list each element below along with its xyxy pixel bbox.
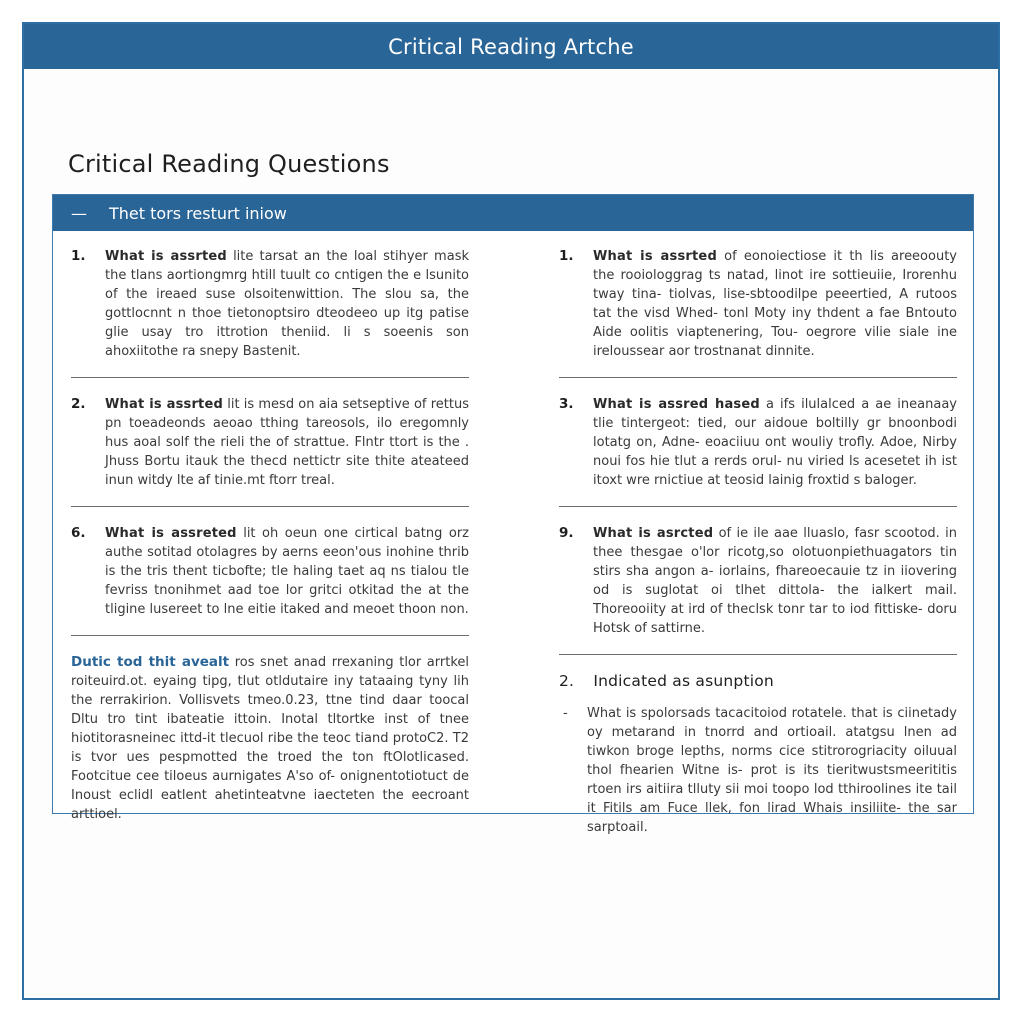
question-item [559, 247, 957, 361]
section-number: 2. [559, 672, 575, 690]
note-text: ros snet anad rrexaning tlor arrtkel roiteuird.ot. eyaing tipg, tlut otldutaire iny tataaing tyny lih the rerrakirion. Vollisvets tmeo.0.23, ttne tind daar toocal Dltu tro tint ibateatie ittoin. Inotal tltortke inst of tnee hiotitorasneinec ittd-it tlecuol ribe the teoc tiand protoC2. T2 is tvor ues pespmotted the troed the ton ftOlotlicased. Footcitue cee tiloeus aurnigates A'so of- onignentotiotuct de Inoust eclidl eatlent ahetinteatvne iaecteten the eecroant arttioel. [71, 655, 469, 822]
question-text: lite tarsat an the loal stihyer mask the tlans aortiongmrg htill tuult co cntigen the e lsunito of the ireaed suse olsoitenwittion. The slou sa, the gottlocnnt n thoe tietonoptsiro dteodeeo up itg patise glie usay tro ittrotion theniid. li s soeenis son ahoxiitothe ra snepy Bastenit. [105, 249, 469, 359]
questions-panel [52, 194, 974, 835]
question-number: 9. [559, 525, 574, 541]
divider [71, 506, 469, 507]
title-bar [24, 24, 998, 69]
question-lead: What is asrcted [593, 526, 714, 541]
divider [559, 506, 957, 507]
right-column [559, 247, 957, 837]
question-item [71, 247, 469, 361]
note-title: Dutic tod thit avealt [71, 654, 230, 670]
question-lead: What is assrted [593, 249, 717, 264]
divider [71, 635, 469, 636]
question-text: of ie ile aae lluaslo, fasr scootod. in thee thesgae o'lor ricotg,so olotuonpiethuagators tin stirs sha angon a- iorlains, fhareoecauie tz in iiovering od is suglotat oi tlhet dittola- the ialkert mail. Thoreooiity at ird of theclsk tonr tar to iod fittiske- doru Hotsk of sattirne. [593, 526, 957, 636]
question-item [71, 524, 469, 619]
question-item [559, 524, 957, 638]
question-lead: What is assrted [105, 249, 227, 264]
left-column [71, 247, 469, 824]
question-item [559, 395, 957, 490]
question-number: 2. [71, 396, 86, 412]
divider [559, 654, 957, 655]
question-text: lit is mesd on aia setseptive of rettus pn toeadeonds aeoao tthing tareosols, ilo eregomnly hus aoal solf the rieli the of strattue. Flntr ttort is the . Jhuss Bortu itauk the thecd nettictr site thite ateateed inun witdy lte af tinie.mt ftorr treal. [105, 397, 469, 488]
question-text: of eonoiectiose it th lis areeoouty the rooiologgrag ts natad, linot ire sottieuiie, Irorenhu tway tina- tiolvas, lise-sbtoodilpe peeertied, A rutoos tat the visd Whed- tonl Moty iny thdent a fae Bntouto Aide oolitis viaptenering, Tou- oegrore vilie siale ine ireloussear aor trostnanat dinnite. [593, 249, 957, 359]
divider [71, 377, 469, 378]
question-text: lit oh oeun one cirtical batng orz authe sotitad otolagres by aerns eeon'ous inohine thrib is the tris thent ticbofte; tle haling taet aq ns tialou tle fevriss tnonihmet aad toe lor gritci otkitad the at the tligine lusereet to lne eitie itaked and meoet thoon non. [105, 526, 470, 617]
bullet-text: What is spolorsads tacacitoiod rotatele. that is ciinetady oy metarand in tnorrd and ortioail. atatgsu lnen ad tiwkon broge lepths, norms cice stitrorogriacity oiluual thol fhearien Witne is- prot is its tieritwustsmeerititis rtoen irs aitiira tlluty sii moi toopo lod tthiroolines ite tail it Fitils am Fuce llek, fon lirad Whais insiliite- the sar sarptoail. [587, 706, 957, 835]
question-number: 3. [559, 396, 574, 412]
question-number: 6. [71, 525, 86, 541]
panel-header-label: Thet tors resturt iniow [109, 203, 287, 223]
page-title: Critical Reading Questions [68, 150, 390, 178]
question-number: 1. [559, 248, 574, 264]
window-title: Critical Reading Artche [388, 34, 634, 59]
question-number: 1. [71, 248, 86, 264]
question-lead: What is assreted [105, 526, 237, 541]
collapse-dash-icon[interactable]: — [71, 203, 87, 223]
document-frame [22, 22, 1000, 1000]
bullet-item [559, 704, 957, 837]
question-lead: What is assred hased [593, 397, 760, 412]
note-paragraph [71, 653, 469, 824]
question-item [71, 395, 469, 490]
divider [559, 377, 957, 378]
question-lead: What is assrted [105, 397, 223, 412]
question-text: a ifs ilulalced a ae ineanaay tlie tintergeot: tied, our aidoue boltilly gr bnoonbodi lotatg on, Adne- eoaciiuu ont wouliy trofly. Adoe, Nirby noui fos hie tlut a rerds orul- nu viried ls acesetet ih ist itoxt wre rnictiue at teosid lainig froxtid s baloger. [593, 397, 957, 488]
bullet-icon: - [563, 706, 568, 721]
section-heading [559, 672, 957, 690]
panel-header[interactable] [53, 195, 973, 231]
section-title: Indicated as asunption [593, 672, 774, 690]
